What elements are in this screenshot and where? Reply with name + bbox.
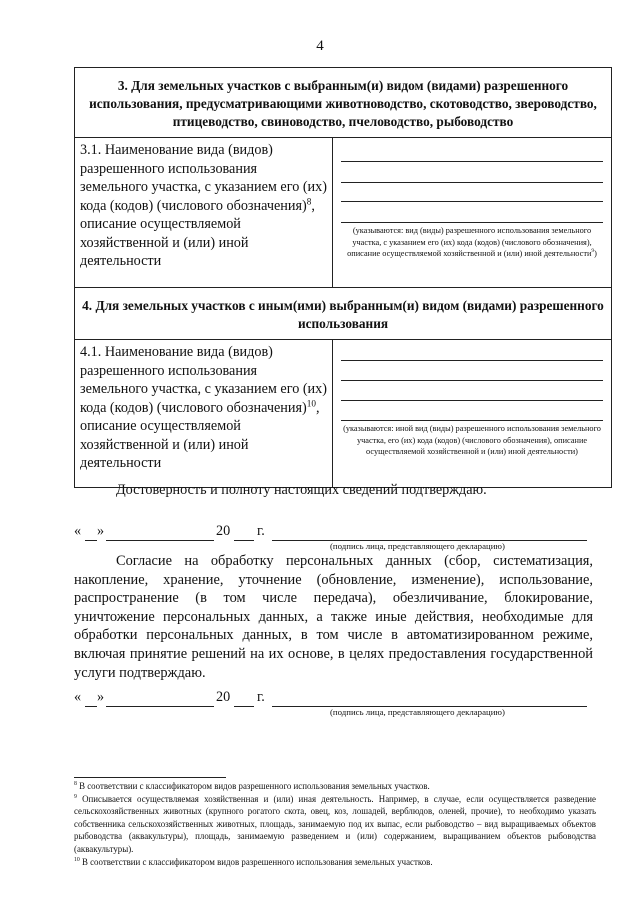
footnote-10 <box>74 856 596 869</box>
section-3-1-label-text: 3.1. Наименование вида (видов) разрешенного использования земельного участка, с указанием его (их) кода (кодов) (числового обозначения) <box>80 142 327 214</box>
footnote-number: 8 <box>74 781 77 788</box>
field-note-text: (указываются: вид (виды) разрешенного использования земельного участка, с указанием его (их) кода (кодов) (числового обозначения), описание осуществляемой хозяйственной и (или) иной деятельности <box>347 226 592 258</box>
date-year-suffix: г. <box>257 689 265 705</box>
footnote-number: 9 <box>74 793 77 800</box>
date-day-field[interactable] <box>85 706 97 707</box>
entry-line[interactable] <box>341 222 603 223</box>
field-note-tail: ) <box>594 249 597 258</box>
section-4-1-label <box>75 340 333 488</box>
date-year-prefix: 20 <box>216 689 231 705</box>
section-3-1-field-note <box>339 225 605 260</box>
date-year-field[interactable] <box>234 706 254 707</box>
section-4-1-field[interactable] <box>333 340 612 488</box>
date-month-field[interactable] <box>106 540 214 541</box>
section-3-1-label <box>75 138 333 288</box>
entry-line[interactable] <box>341 161 603 162</box>
section-4-1-field-note: (указываются: иной вид (виды) разрешенного использования земельного участка, его (их) кода (кодов) (числового обозначения), описание осуществляемой хозяйственной и (или) иной деятельности) <box>343 424 601 456</box>
signature-caption: (подпись лица, представляющего декларацию) <box>330 541 505 551</box>
footnotes <box>74 780 596 868</box>
date-year-suffix: г. <box>257 523 265 539</box>
footnote-number: 10 <box>74 856 80 863</box>
consent-paragraph <box>74 552 593 682</box>
footnote-text: В соответствии с классификатором видов разрешенного использования земельных участков. <box>81 856 433 867</box>
footnote-8 <box>74 780 596 793</box>
section-3-heading: 3. Для земельных участков с выбранным(и) видом (видами) разрешенного использования, предусматривающими животноводство, скотоводство, звероводство, птицеводство, свиноводство, пчеловодство, рыбоводство <box>75 68 612 138</box>
section-3-1-label-tail: , описание осуществляемой хозяйственной и (или) иной деятельности <box>80 197 315 269</box>
entry-line[interactable] <box>341 420 603 421</box>
footnote-9 <box>74 793 596 856</box>
entry-line[interactable] <box>341 201 603 202</box>
footnote-separator <box>74 777 226 778</box>
declaration-table <box>74 67 612 488</box>
section-4-1-label-text: 4.1. Наименование вида (видов) разрешенного использования земельного участка, с указанием его (их) кода (кодов) (числового обозначения) <box>80 344 327 416</box>
footnote-text: Описывается осуществляемая хозяйственная и (или) иная деятельность. Например, в случае, если осуществляется разведение сельскохозяйственных животных (крупного рогатого скота, овец, коз, лошадей, верблюдов, оленей, прочие), то необходимо указать собственника сельскохозяйственных животных, площадь, занимаемую под их выпас, если рыбоводство – вид выращиваемых объектов рыбоводства (аквакультуры), площадь, занимаемую разведением и (или) содержанием, выращиванием объектов рыбоводства (аквакультуры). <box>74 793 596 854</box>
entry-line[interactable] <box>341 380 603 381</box>
date-day-close-quote: » <box>97 689 105 705</box>
date-day-close-quote: » <box>97 523 105 539</box>
footnote-ref-9: 9 <box>591 248 595 255</box>
entry-line[interactable] <box>341 400 603 401</box>
section-4-heading: 4. Для земельных участков с иным(ими) выбранным(и) видом (видами) разрешенного использования <box>75 288 612 340</box>
date-year-field[interactable] <box>234 540 254 541</box>
date-day-open-quote: « <box>74 523 82 539</box>
footnote-text: В соответствии с классификатором видов разрешенного использования земельных участков. <box>79 781 430 791</box>
entry-line[interactable] <box>341 360 603 361</box>
footnote-ref-10: 10 <box>306 397 316 408</box>
signature-caption: (подпись лица, представляющего декларацию) <box>330 707 505 717</box>
date-year-prefix: 20 <box>216 523 231 539</box>
section-3-1-field[interactable] <box>333 138 612 288</box>
section-4-1-label-tail: , описание осуществляемой хозяйственной и (или) иной деятельности <box>80 399 320 471</box>
confirmation-text: Достоверность и полноту настоящих сведений подтверждаю. <box>116 482 487 498</box>
date-month-field[interactable] <box>106 706 214 707</box>
date-day-open-quote: « <box>74 689 82 705</box>
page-number: 4 <box>316 38 324 54</box>
date-day-field[interactable] <box>85 540 97 541</box>
entry-line[interactable] <box>341 182 603 183</box>
consent-text: Согласие на обработку персональных данных (сбор, систематизация, накопление, хранение, уточнение (обновление, изменение), использование, распространение (в том числе передача), обезличивание, блокирование, уничтожение персональных данных, а также иные действия, необходимые для обработки персональных данных, в том числе в автоматизированном режиме, включая принятие решений на их основе, в целях предоставления государственной услуги подтверждаю. <box>74 553 593 681</box>
footnote-ref-8: 8 <box>306 195 312 206</box>
